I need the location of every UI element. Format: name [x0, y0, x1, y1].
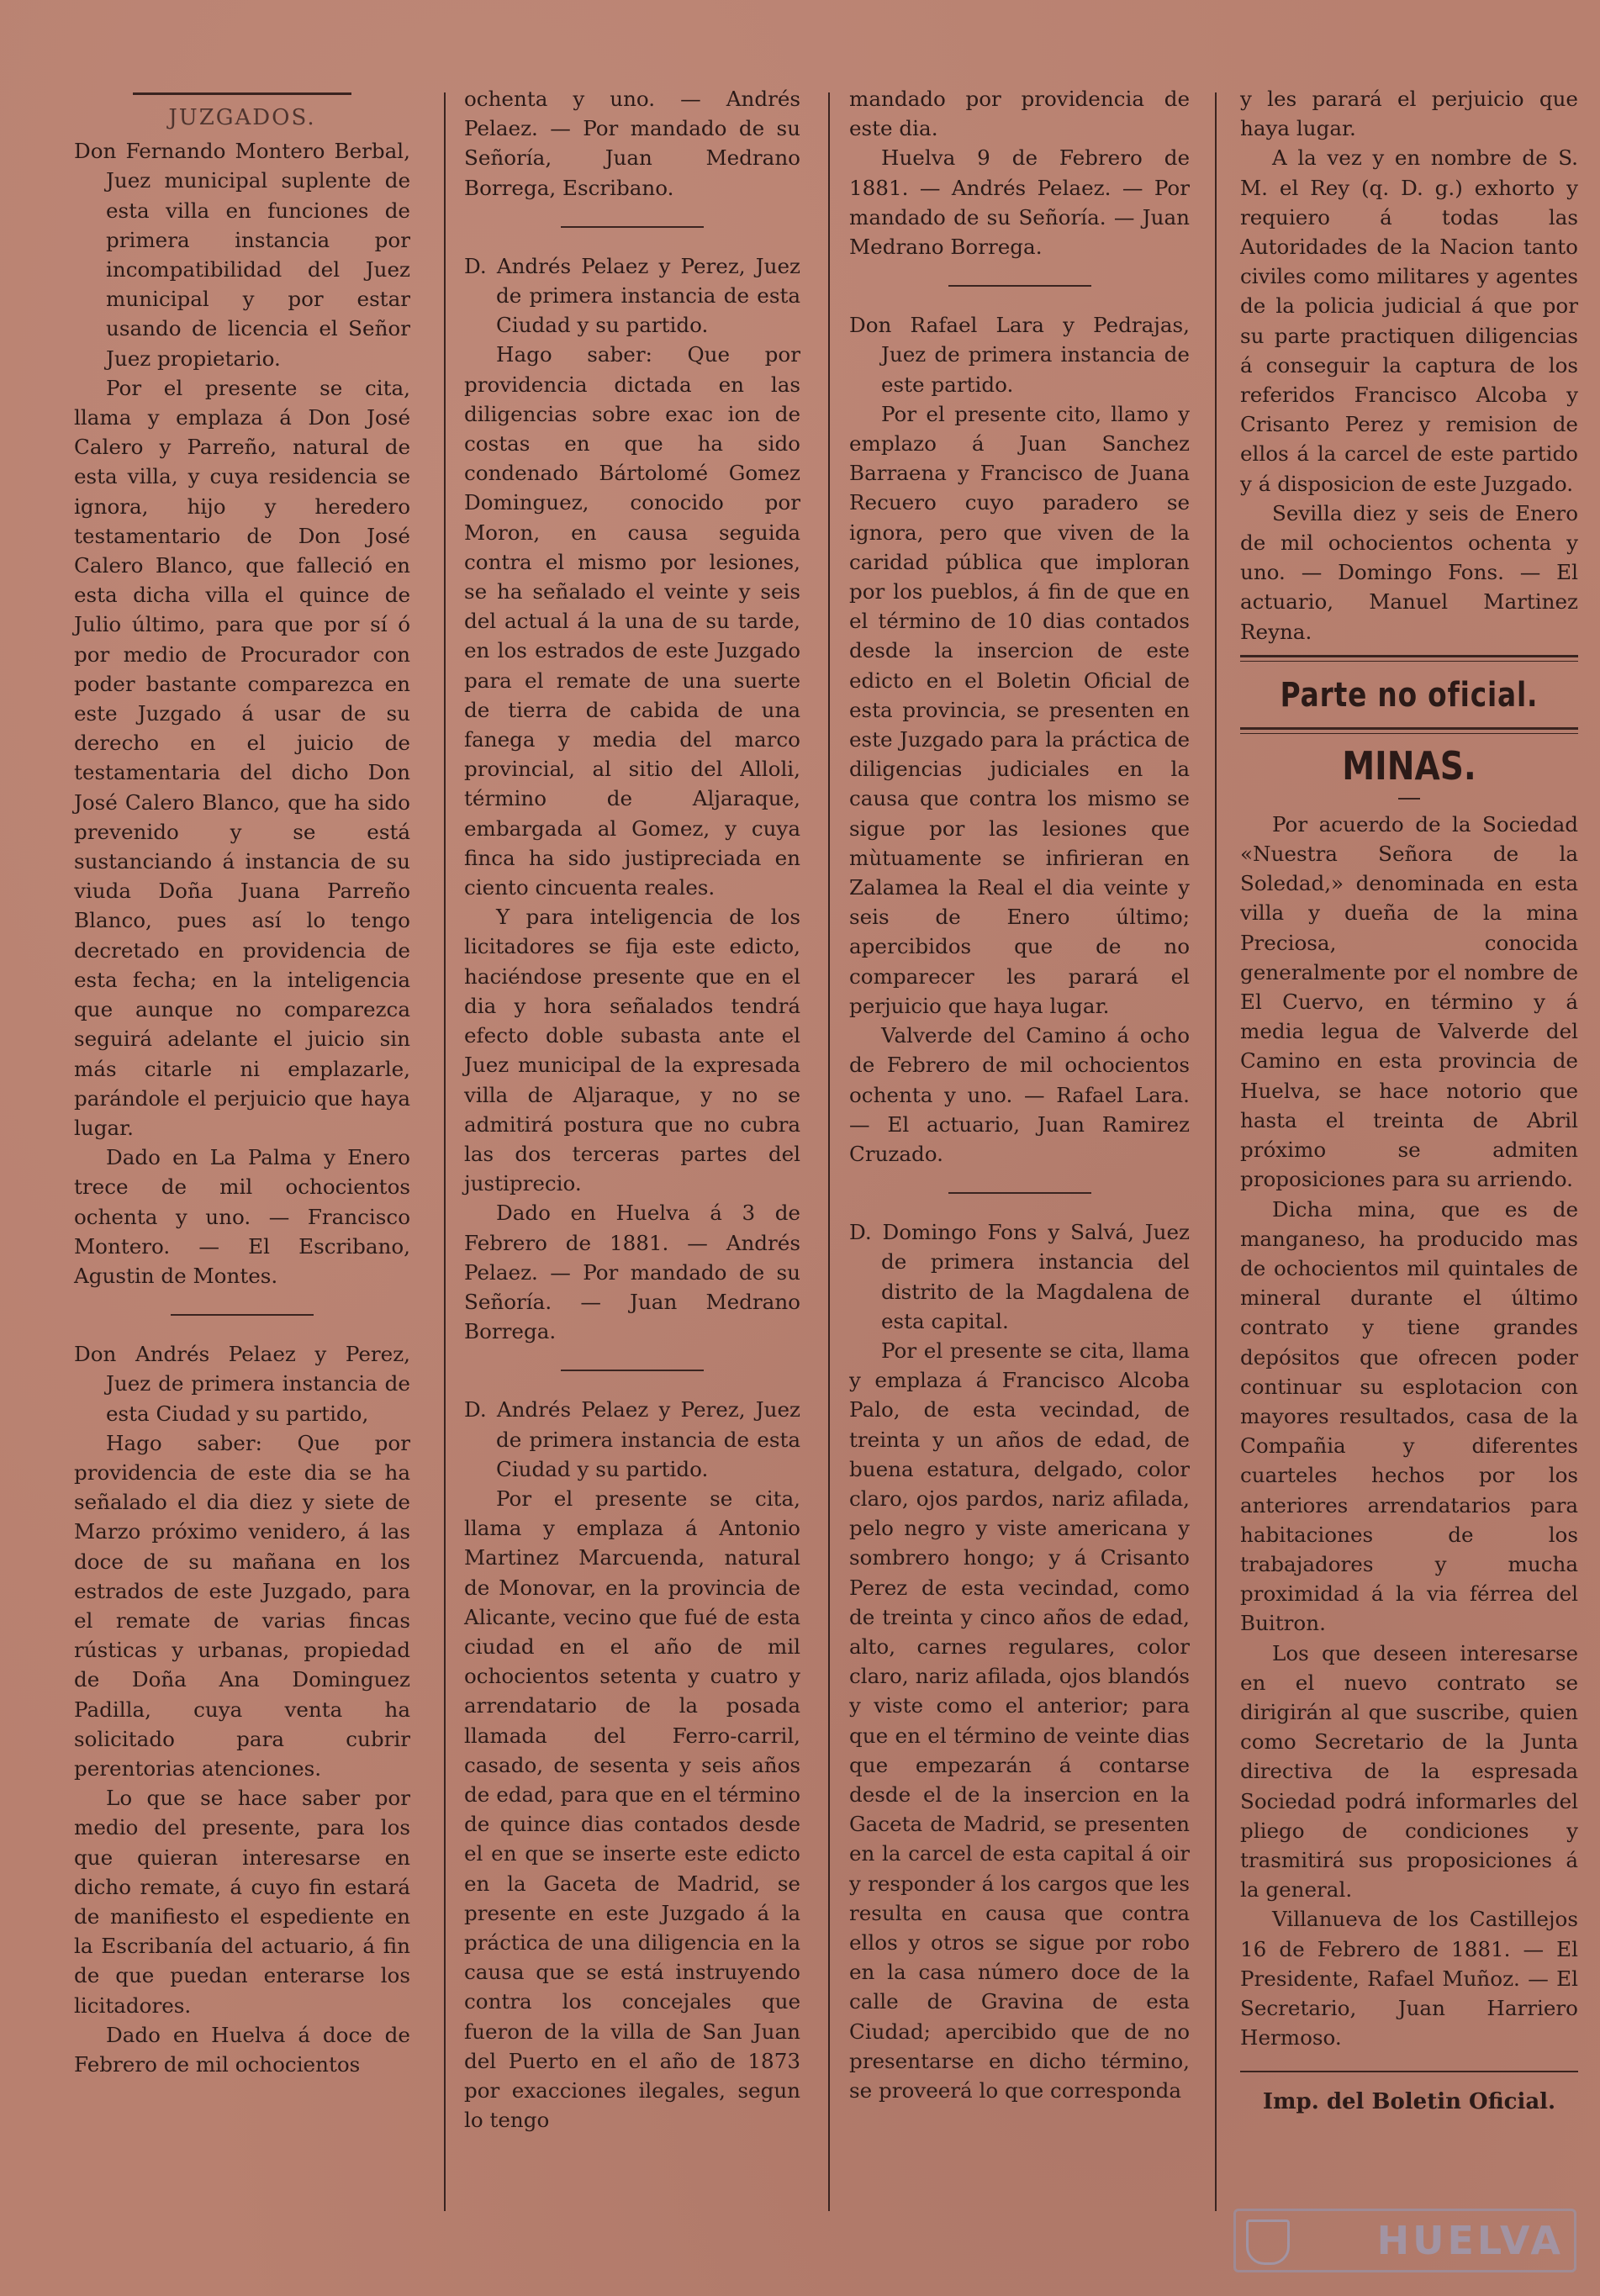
edict-intro: Don Fernando Montero Berbal, Juez municipal suplente de esta villa en funciones de primera instancia por incompatibilidad del Juez municipal y por estar usando de licencia el Señor Juez propietario.	[74, 139, 410, 371]
edict-signature: ochenta y uno. — Andrés Pelaez. — Por mandado de su Señoría, Juan Medrano Borrega, Escribano.	[464, 87, 800, 200]
edict-date: Dado en Huelva á doce de Febrero de mil ochocientos	[74, 2022, 410, 2077]
column-rule	[828, 92, 830, 2211]
separator	[171, 1314, 314, 1316]
footer-rule	[1240, 2071, 1578, 2072]
imprint: Imp. del Boletin Oficial.	[1262, 2089, 1556, 2115]
edict-paragraph: y les parará el perjuicio que haya lugar.	[1240, 87, 1578, 141]
edict-intro: Don Andrés Pelaez y Perez, Juez de primera instancia de esta Ciudad y su partido,	[74, 1342, 410, 1426]
archive-stamp	[1233, 2209, 1576, 2272]
separator	[561, 1370, 704, 1371]
minas-heading: MINAS.	[1342, 742, 1476, 789]
notice-paragraph: Los que deseen interesarse en el nuevo contrato se dirigirán al que suscribe, quien como Secretario de la Junta directiva de la espresada Sociedad podrá informarles del pliego de condiciones y trasmitirá sus proposiciones á la general.	[1240, 1640, 1578, 1903]
notice-signature: Villanueva de los Castillejos 16 de Febrero de 1881. — El Presidente, Rafael Muñoz. — El Secretario, Juan Harriero Hermoso.	[1240, 1907, 1578, 2051]
column-rule	[444, 92, 446, 2211]
edict-paragraph: A la vez y en nombre de S. M. el Rey (q. D. g.) exhorto y requiero á todas las Autoridades de la Nacion tanto civiles como militares y agentes de la policia judicial á que por su parte practiquen diligencias á conseguir la captura de los referidos Francisco Alcoba y Crisanto Perez y remision de ellos á la carcel de este partido y á disposicion de este Juzgado.	[1240, 145, 1578, 496]
edict-paragraph: mandado por providencia de este dia.	[849, 87, 1190, 141]
shield-icon	[1246, 2219, 1290, 2265]
notice-paragraph: Dicha mina, que es de manganeso, ha producido mas de ochocientos mil quintales de mineral durante el último contrato y tiene grandes depósitos que ofrecen poder continuar su esplotacion con mayores resultados, casa de la Compañia y diferentes cuarteles hechos por los anteriores arrendatarios para habitaciones de los trabajadores y mucha proximidad á la via férrea del Buitron.	[1240, 1196, 1578, 1636]
edict-signature: Dado en Huelva á 3 de Febrero de 1881. — Andrés Pelaez. — Por mandado de su Señoría. — Juan Medrano Borrega.	[464, 1201, 800, 1344]
section-title: JUZGADOS.	[168, 105, 316, 130]
column-rule	[1215, 92, 1217, 2211]
edict-signature: Sevilla diez y seis de Enero de mil ochocientos ochenta y uno. — Domingo Fons. — El actuario, Manuel Martinez Reyna.	[1240, 500, 1578, 644]
edict-paragraph: Por el presente cito, llamo y emplazo á Juan Sanchez Barraena y Francisco de Juana Recuero cuyo paradero se ignora, pero que viven de la caridad pública que imploran por los pueblos, á fin de que en el término de 10 dias contados desde la insercion de este edicto en el Boletin Oficial de esta provincia, se presenten en este Juzgado para la práctica de diligencias judiciales en la causa que contra los mismo se sigue por las lesiones que mùtuamente se infirieran en Zalamea la Real el dia veinte y seis de Enero último; apercibidos que de no comparecer les parará el perjuicio que haya lugar.	[849, 401, 1190, 1018]
edict-signature: Valverde del Camino á ocho de Febrero de mil ochocientos ochenta y uno. — Rafael Lara. — El actuario, Juan Ramirez Cruzado.	[849, 1023, 1190, 1166]
edict-intro: D. Domingo Fons y Salvá, Juez de primera instancia del distrito de la Magdalena de esta capital.	[849, 1220, 1190, 1333]
edict-paragraph: Por el presente se cita, llama y emplaza á Don José Calero y Parreño, natural de esta villa, y cuya residencia se ignora, hijo y heredero testamentario de Don José Calero Blanco, que falleció en esta dicha villa el quince de Julio último, para que por sí ó por medio de Procurador con poder bastante comparezca en este Juzgado á usar de su derecho en el juicio de testamentaria del dicho Don José Calero Blanco, que ha sido prevenido y se está sustanciando á instancia de su viuda Doña Juana Parreño Blanco, pues así lo tengo decretado en providencia de esta fecha; en la inteligencia que aunque no comparezca seguirá adelante el juicio sin más citarle ni emplazarle, parándole el perjuicio que haya lugar.	[74, 375, 410, 1140]
section-rule	[1240, 727, 1578, 734]
header-rule	[133, 92, 351, 95]
edict-paragraph: Por el presente se cita, llama y emplaza á Francisco Alcoba Palo, de esta vecindad, de treinta y un años de edad, de buena estatura, delgado, color claro, ojos pardos, nariz afilada, pelo negro y viste americana y sombrero hongo; y á Crisanto Perez de esta vecindad, como de treinta y cinco años de edad, alto, carnes regulares, color claro, nariz afilada, ojos blandós y viste como el anterior; para que en el término de veinte dias que empezarán á contarse desde el de la insercion en la Gaceta de Madrid, se presenten en la carcel de esta capital á oir y responder á los cargos que les resulta en causa que contra ellos y otros se sigue por robo en la casa número doce de la calle de Gravina de esta Ciudad; apercibido que de no presentarse en dicho término, se proveerá lo que corresponda	[849, 1338, 1190, 2103]
edict-paragraph: Lo que se hace saber por medio del presente, para los que quieran interesarse en dicho remate, á cuyo fin estará de manifiesto el espediente en la Escribanía del actuario, á fin de que puedan enterarse los licitadores.	[74, 1786, 410, 2018]
column-1	[74, 84, 410, 2079]
column-3	[849, 84, 1190, 2105]
edict-signature: Huelva 9 de Febrero de 1881. — Andrés Pelaez. — Por mandado de su Señoría. — Juan Medrano Borrega.	[849, 145, 1190, 260]
edict-paragraph: Y para inteligencia de los licitadores se fija este edicto, haciéndose presente que en el dia y hora señalados tendrá efecto doble subasta ante el Juez municipal de la expresada villa de Aljaraque, y no se admitirá postura que no cubra las dos terceras partes del justiprecio.	[464, 905, 800, 1196]
separator	[948, 285, 1091, 287]
notice-paragraph: Por acuerdo de la Sociedad «Nuestra Señora de la Soledad,» denominada en esta villa y dueña de la mina Preciosa, conocida generalmente por el nombre de El Cuervo, en término y á media legua de Valverde del Camino en esta provincia de Huelva, se hace notorio que hasta el treinta de Abril próximo se admiten proposiciones para su arriendo.	[1240, 811, 1578, 1192]
edict-intro: Don Rafael Lara y Pedrajas, Juez de primera instancia de este partido.	[849, 313, 1190, 397]
column-4	[1240, 84, 1578, 2118]
parte-no-oficial-heading: Parte no oficial.	[1280, 675, 1539, 715]
stamp-text: HUELVA	[1376, 2218, 1564, 2263]
column-2	[464, 84, 800, 2135]
edict-intro: D. Andrés Pelaez y Perez, Juez de primera instancia de esta Ciudad y su partido.	[464, 253, 800, 338]
separator	[561, 226, 704, 228]
separator	[1398, 798, 1420, 800]
edict-paragraph: Hago saber: Que por providencia de este dia se ha señalado el dia diez y siete de Marzo próximo venidero, á las doce de su mañana en los estrados de este Juzgado, para el remate de varias fincas rústicas y urbanas, propiedad de Doña Ana Dominguez Padilla, cuya venta ha solicitado para cubrir perentorias atenciones.	[74, 1430, 410, 1781]
edict-signature: Dado en La Palma y Enero trece de mil ochocientos ochenta y uno. — Francisco Montero. — El Escribano, Agustin de Montes.	[74, 1145, 410, 1288]
edict-intro: D. Andrés Pelaez y Perez, Juez de primera instancia de esta Ciudad y su partido.	[464, 1397, 800, 1481]
section-rule	[1240, 655, 1578, 662]
separator	[948, 1192, 1091, 1194]
edict-paragraph: Por el presente se cita, llama y emplaza á Antonio Martinez Marcuenda, natural de Monovar, en la provincia de Alicante, vecino que fué de esta ciudad en el año de mil ochocientos setenta y cuatro y arrendatario de la posada llamada del Ferro-carril, casado, de sesenta y seis años de edad, para que en el término de quince dias contados desde el en que se inserte este edicto en la Gaceta de Madrid, se presente en este Juzgado á la práctica de una diligencia en la causa que se está instruyendo contra los concejales que fueron de la villa de San Juan del Puerto en el año de 1873 por exacciones ilegales, segun lo tengo	[464, 1486, 800, 2133]
edict-paragraph: Hago saber: Que por providencia dictada en las diligencias sobre exac ion de costas en que ha sido condenado Bártolomé Gomez Dominguez, conocido por Moron, en causa seguida contra el mismo por lesiones, se ha señalado el veinte y seis del actual á la una de su tarde, en los estrados de este Juzgado para el remate de una suerte de tierra de cabida de una fanega y media del marco provincial, al sitio del Alloli, término de Aljaraque, embargada al Gomez, y cuya finca ha sido justipreciada en ciento cincuenta reales.	[464, 342, 800, 900]
